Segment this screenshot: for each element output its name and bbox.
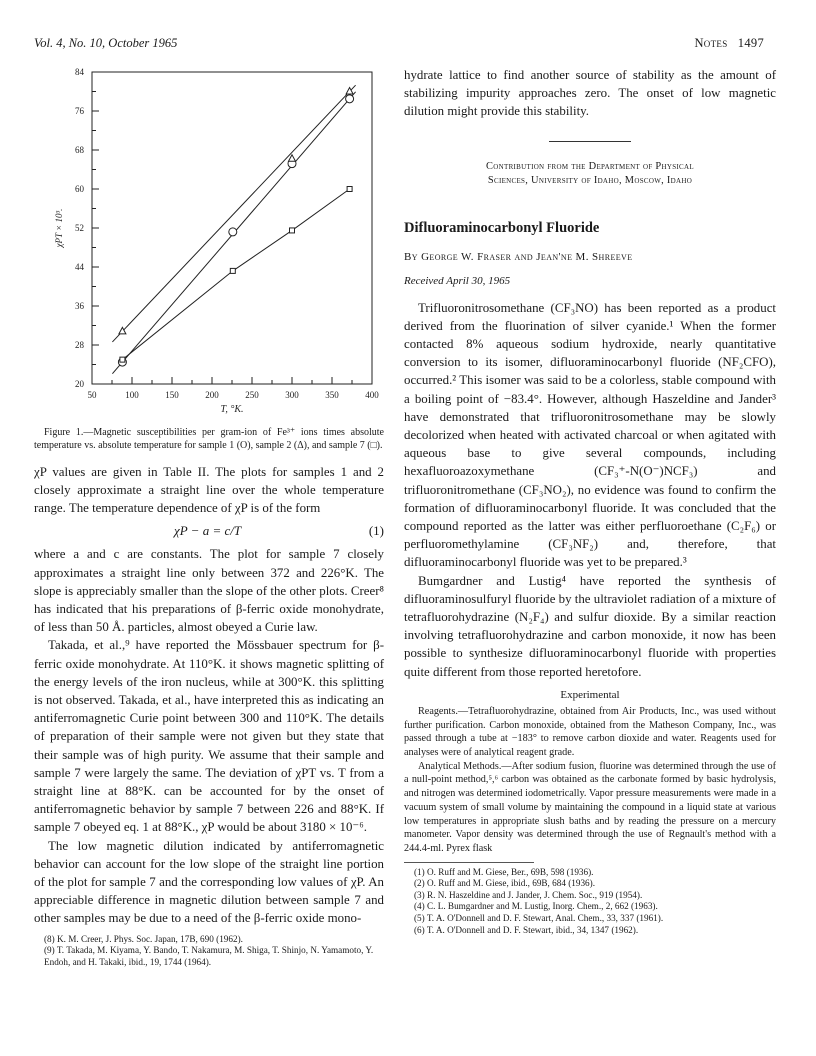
- y-tick-label: 28: [75, 340, 84, 350]
- reagents-paragraph: Reagents.—Tetrafluorohydrazine, obtained from Air Products, Inc., was used without further purification. Carbon monoxide, obtained from the Matheson Company, Inc., was passed through a tube at −183° to remove carbon dioxide and water. Reagents used for analyses were of analytical reagent grade.: [404, 705, 776, 758]
- contribution-line-2: Sciences, University of Idaho, Moscow, Idaho: [487, 174, 693, 186]
- footnote-4: (4) C. L. Bumgardner and M. Lustig, Inorg. Chem., 2, 662 (1963).: [414, 901, 658, 912]
- data-point-circle: [229, 228, 237, 236]
- running-header-journal: Vol. 4, No. 10, October 1965: [34, 36, 178, 50]
- data-point-circle: [346, 95, 354, 103]
- left-footnotes: [34, 934, 384, 969]
- y-tick-label: 36: [75, 301, 84, 311]
- x-tick-label: 400: [365, 390, 379, 400]
- equation-1: [34, 520, 384, 542]
- right-paragraph-2: Bumgardner and Lustig⁴ have reported the synthesis of difluoraminosulfuryl fluoride by the ultraviolet radiation of a mixture of tetrafluorohydrazine (N₂F₄) and sulfur dioxide. By a similar reaction involving tetrafluorohydrazine and carbon monoxide, it now has been possible to synthesize difluoraminocarbonyl fluoride with properties quite different from those reported heretofore.: [404, 573, 776, 679]
- footnote-3: (3) R. N. Haszeldine and J. Jander, J. Chem. Soc., 919 (1954).: [414, 889, 643, 900]
- footnote-9: (9) T. Takada, M. Kiyama, Y. Bando, T. Nakamura, M. Shiga, T. Shinjo, N. Yamamoto, Y. Endoh, and H. Takaki, ibid., 19, 1744 (1964).: [44, 945, 374, 967]
- x-tick-label: 50: [87, 390, 97, 400]
- received-date: Received April 30, 1965: [404, 274, 511, 287]
- left-column: [34, 60, 384, 968]
- footnote-rule: [404, 862, 534, 863]
- data-point-square: [347, 187, 352, 192]
- y-tick-label: 76: [75, 106, 84, 116]
- x-tick-label: 300: [285, 390, 299, 400]
- right-column: [404, 66, 776, 936]
- footnote-1: (1) O. Ruff and M. Giese, Ber., 69B, 598 (1936).: [414, 866, 594, 877]
- article-byline: By George W. Fraser and Jean'ne M. Shreeve: [404, 250, 633, 263]
- footnote-8: (8) K. M. Creer, J. Phys. Soc. Japan, 17B, 690 (1962).: [44, 933, 243, 944]
- data-point-square: [230, 268, 235, 273]
- footnote-2: (2) O. Ruff and M. Giese, ibid., 69B, 684 (1936).: [414, 878, 596, 889]
- page-number: 1497: [737, 36, 764, 50]
- figure-1-chart: [34, 60, 384, 422]
- data-point-triangle: [289, 155, 296, 162]
- x-tick-label: 200: [205, 390, 219, 400]
- y-tick-label: 20: [75, 379, 84, 389]
- contribution-line-1: Contribution from the Department of Physical: [486, 160, 694, 172]
- right-paragraph-1: Trifluoronitrosomethane (CF₃NO) has been reported as a product derived from the fluorination of silver cyanide.¹ When the former contacted 8% aqueous sodium hydroxide, nearly quantitative conversion to its isomer, difluoraminocarbonyl fluoride (NF₂CFO), occurred.² This isomer was said to be a colorless, stable compound with a boiling point of −83.4°. However, although Haszeldine and Jander³ have demonstrated that trifluoronitrosomethane may be slowly decolorized when heated with activated charcoal or when agitated with aqueous base to give several compounds, including hexafluoroazoxymethane (CF₃⁺-N(O⁻)NCF₃) and trifluoronitromethane (CF₃NO₂), no evidence was found to confirm the formation of difluoraminocarbonyl fluoride. It was concluded that the compound reported as the latter was either perfluoroethane (C₂F₆) or perfluoromethylamine (CF₃NF₂) and, therefore, that difluoraminocarbonyl fluoride was yet to be prepared.³: [404, 300, 776, 570]
- series-line-square: [122, 189, 349, 360]
- y-axis-label: χPT × 10³.: [54, 208, 64, 248]
- y-tick-label: 44: [75, 262, 84, 272]
- analytical-methods-paragraph: Analytical Methods.—After sodium fusion, fluorine was determined through the use of a null-point method,⁵,⁶ carbon was obtained as the carbonate formed by basic hydrolysis, and nitrogen was determined iodometrically. Vapor pressure measurements were made in a vacuum system of small volume by maintaining the compound in a liquid state at various low temperatures in appropriate slush baths and by reading the pressure on a mercury manometer. Vapor density was determined through the use of Regnault's method with a 244.4-ml. Pyrex flask: [404, 760, 776, 854]
- left-paragraph-1: χP values are given in Table II. The plots for samples 1 and 2 closely approximate a straight line over the whole temperature range. The temperature dependence of χP is of the form: [34, 464, 384, 516]
- data-point-square: [290, 228, 295, 233]
- right-footnotes: [404, 867, 776, 937]
- series-line-triangle: [112, 85, 355, 342]
- x-tick-label: 100: [125, 390, 139, 400]
- left-paragraph-4: The low magnetic dilution indicated by antiferromagnetic behavior can account for the low slope of the straight line portion of the plot for sample 7 and the corresponding low values of χP. An appreciable difference in magnetic dilution between sample 7 and other samples may be due to a need of the β-ferric oxide mono-: [34, 838, 384, 926]
- y-tick-label: 60: [75, 184, 84, 194]
- equation-expression: χP − a = c/T: [174, 523, 242, 539]
- running-header-section: Notes: [694, 36, 728, 50]
- footnote-6: (6) T. A. O'Donnell and D. F. Stewart, ibid., 34, 1347 (1962).: [414, 924, 639, 935]
- y-tick-label: 68: [75, 145, 84, 155]
- y-tick-label: 52: [75, 223, 84, 233]
- left-paragraph-2: where a and c are constants. The plot for sample 7 closely approximates a straight line only between 372 and 226°K. The slope is appreciably smaller than the slope of the other plots. Creer⁸ has indicated that his preparations of β-ferric oxide monohydrate, of less than 50 Å. particles, almost obeyed a Curie law.: [34, 547, 384, 635]
- equation-number: (1): [368, 523, 384, 539]
- experimental-heading: Experimental: [560, 688, 620, 701]
- experimental-section: [404, 705, 776, 856]
- x-tick-label: 350: [325, 390, 339, 400]
- left-paragraph-3: Takada, et al.,⁹ have reported the Mössbauer spectrum for β-ferric oxide monohydrate. At 110°K. it shows magnetic splitting of the energy levels of the iron nucleus, while at 300°K. this splitting is not observed. Takada, et al., have interpreted this as indicating an antiferromagnetic Curie point between 300 and 110°K. The details of preparation of their sample were not given but they state that their sample was of high purity. We assume that their sample and sample 7 were largely the same. The deviation of χPT vs. T from a straight line at 88°K. can be accounted for by the onset of antiferromagnetic behavior by sample 7 between 226 and 88°K. If sample 7 obeyed eq. 1 at 88°K., χP would be about 3180 × 10⁻⁶.: [34, 638, 384, 835]
- section-divider: [549, 141, 631, 142]
- running-header-right: [694, 36, 764, 51]
- right-paragraph-0: hydrate lattice to find another source of stability as the amount of stabilizing impurity approaches zero. The onset of low magnetic dilution might provide this stability.: [404, 68, 776, 119]
- figure-caption: Figure 1.—Magnetic susceptibilities per gram-ion of Fe³⁺ ions times absolute temperature vs. absolute temperature for sample 1 (O), sample 2 (Δ), and sample 7 (□).: [34, 427, 384, 452]
- article-title: Difluoraminocarbonyl Fluoride: [404, 219, 600, 236]
- x-axis-label: T, °K.: [220, 404, 244, 415]
- x-tick-label: 250: [245, 390, 259, 400]
- y-tick-label: 84: [75, 67, 84, 77]
- data-point-square: [120, 357, 125, 362]
- x-tick-label: 150: [165, 390, 179, 400]
- footnote-5: (5) T. A. O'Donnell and D. F. Stewart, Anal. Chem., 33, 337 (1961).: [414, 912, 664, 923]
